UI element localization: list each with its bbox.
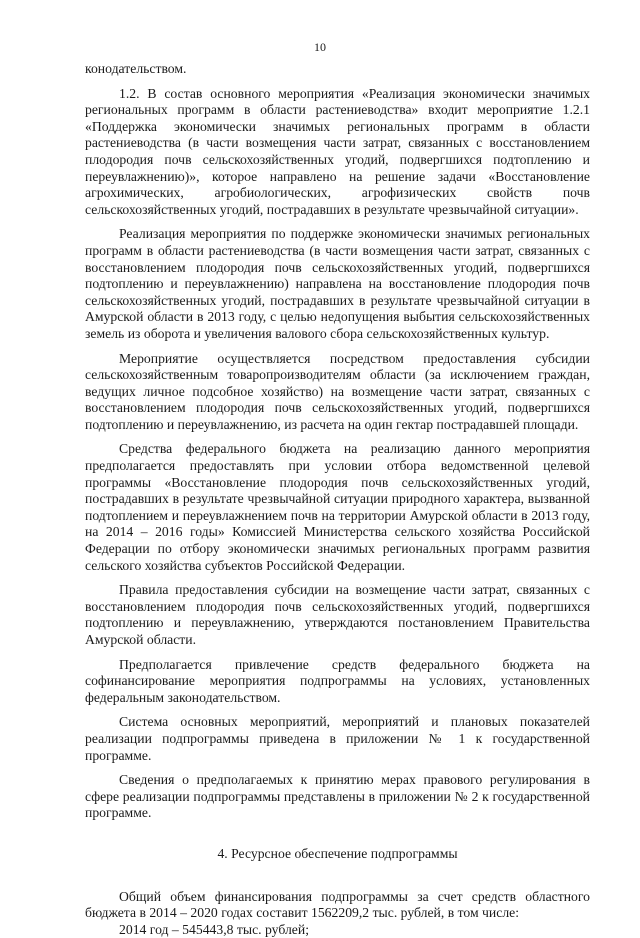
- paragraph-system: Система основных мероприятий, мероприятий и плановых показателей реализации подпрограммы приведена в приложении № 1 к государственной программе.: [85, 714, 590, 763]
- page-content: [85, 61, 590, 938]
- section-heading: 4. Ресурсное обеспечение подпрограммы: [217, 845, 458, 861]
- paragraph-cofinancing: Предполагается привлечение средств федерального бюджета на софинансирование мероприятия подпрограммы на условиях, установленных федеральным законодательством.: [85, 656, 590, 705]
- paragraph-total-funding: Общий объем финансирования подпрограммы за счет средств областного бюджета в 2014 – 2020 годах составит 1562209,2 тыс. рублей, в том числе:: [85, 888, 590, 921]
- paragraph-subsidy: Мероприятие осуществляется посредством предоставления субсидии сельскохозяйственным товаропроизводителям области (за исключением граждан, ведущих личное подсобное хозяйство) на возмещение части затрат, связанных с восстановлением плодородия почв сельскохозяйственных угодий, подвергшихся подтоплению и переувлажнению, из расчета на один гектар пострадавшей площади.: [85, 350, 590, 432]
- paragraph-federal-funds: Средства федерального бюджета на реализацию данного мероприятия предполагается предоставлять при условии отбора ведомственной целевой программы «Восстановление плодородия почв сельскохозяйственных угодий, пострадавших в результате чрезвычайной ситуации природного характера, вызванной подтоплением и переувлажнением почв на территории Амурской области в 2013 году, на 2014 – 2016 годы» Комиссией Министерства сельского хозяйства Российской Федерации по отбору экономически значимых региональных программ развития сельского хозяйства субъектов Российской Федерации.: [85, 441, 590, 573]
- paragraph-1-2: 1.2. В состав основного мероприятия «Реализация экономически значимых региональных программ в области растениеводства» входит мероприятие 1.2.1 «Поддержка экономически значимых региональных программ в области растениеводства (в части возмещения части затрат, связанных с восстановлением плодородия почв сельскохозяйственных угодий, подвергшихся подтоплению и переувлажнению)», которое направлено на решение задачи «Восстановление агрохимических, агробиологических, агрофизических свойств почв сельскохозяйственных угодий, пострадавших в результате чрезвычайной ситуации».: [85, 85, 590, 217]
- page-number: 10: [314, 40, 326, 54]
- paragraph-continuation: конодательством.: [85, 61, 187, 76]
- paragraph-legal-measures: Сведения о предполагаемых к принятию мерах правового регулирования в сфере реализации подпрограммы представлены в приложении № 2 к государственной программе.: [85, 772, 590, 821]
- paragraph-rules: Правила предоставления субсидии на возмещение части затрат, связанных с восстановлением плодородия почв сельскохозяйственных угодий, подвергшихся подтоплению и переувлажнению, утверждаются постановлением Правительства Амурской области.: [85, 582, 590, 647]
- paragraph-funding-2014: 2014 год – 545443,8 тыс. рублей;: [119, 921, 309, 937]
- paragraph-implementation: Реализация мероприятия по поддержке экономически значимых региональных программ в области растениеводства (в части возмещения части затрат, связанных с восстановлением плодородия почв сельскохозяйственных угодий, подвергшихся подтоплению и переувлажнению) направлена на восстановление плодородия почв сельскохозяйственных угодий, пострадавших в результате чрезвычайной ситуации в Амурской области в 2013 году, с целью недопущения выбытия сельскохозяйственных земель из оборота и увеличения валового сбора сельскохозяйственных культур.: [85, 226, 590, 341]
